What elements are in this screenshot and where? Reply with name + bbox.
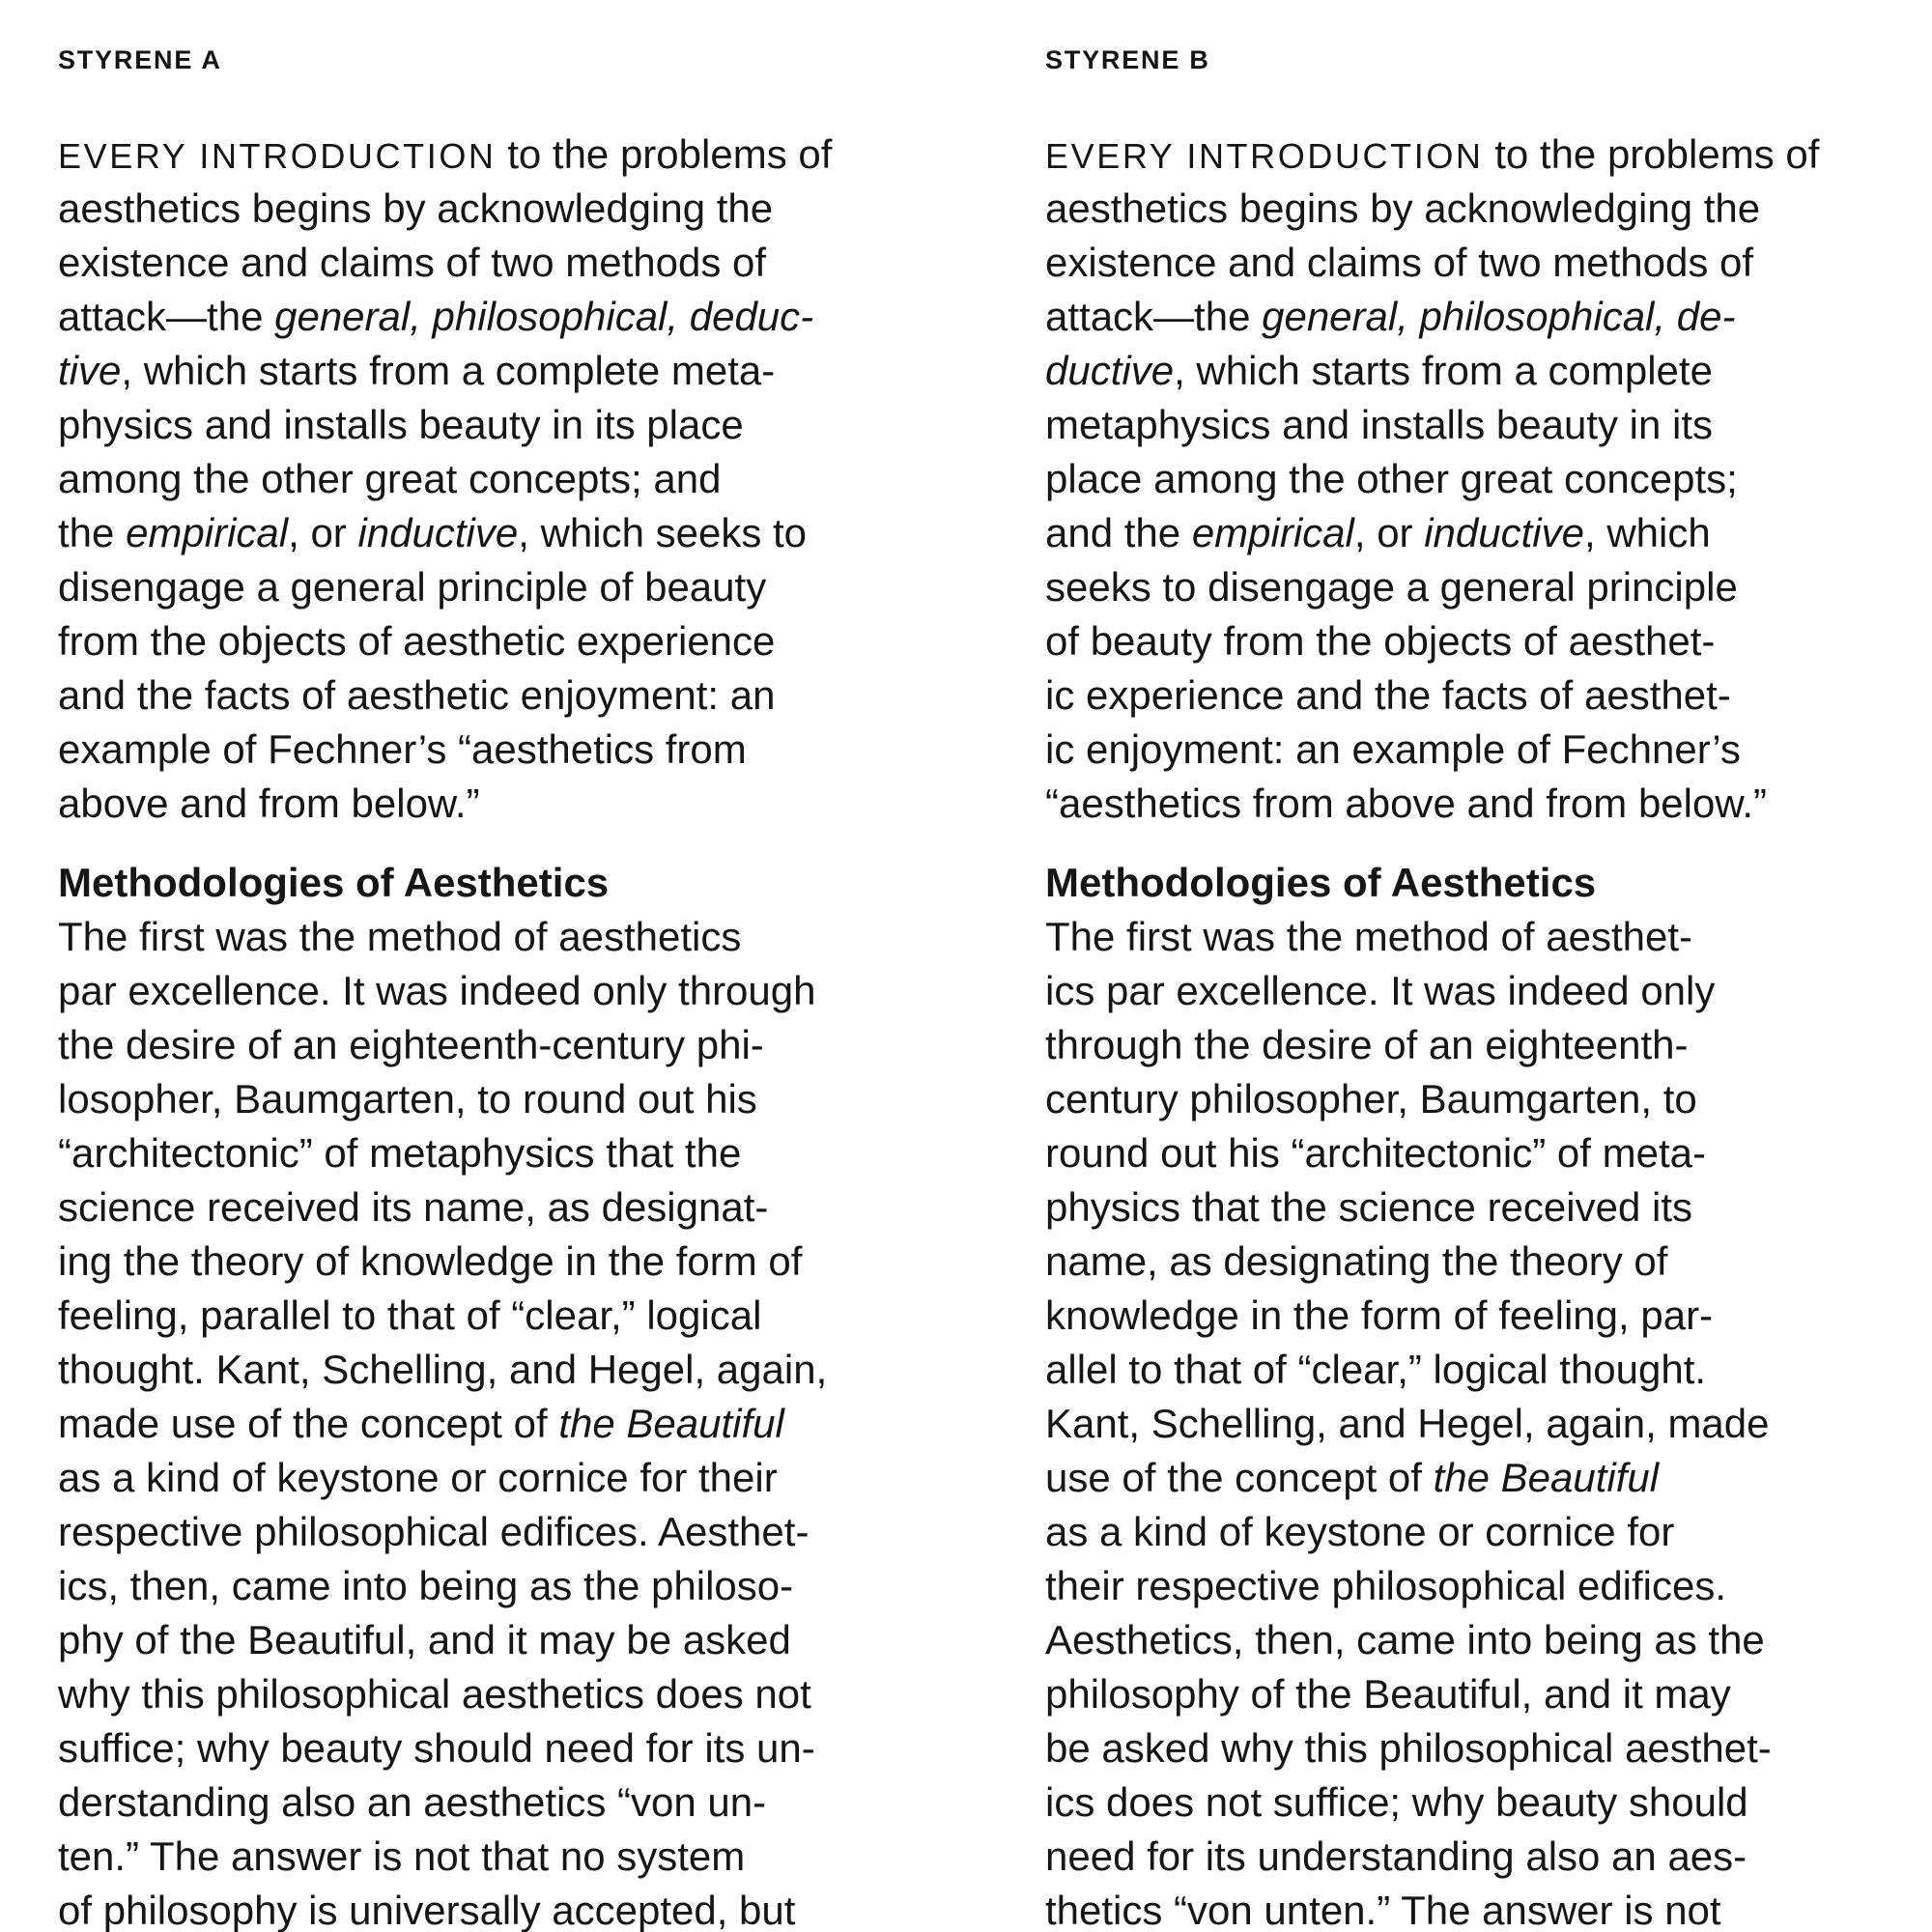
text-line: ten.” The answer is not that no system [58,1833,746,1879]
text-line: through the desire of an eighteenth- [1045,1022,1689,1067]
text-line: philosophy of the Beautiful, and it may [1045,1671,1731,1717]
text-line: knowledge in the form of feeling, par- [1045,1293,1714,1338]
text-line: “architectonic” of metaphysics that the [58,1130,742,1176]
text-line: EVERY INTRODUCTION to the problems of [58,131,833,177]
text-line: ing the theory of knowledge in the form of [58,1238,803,1284]
text-line: The first was the method of aesthet- [1045,914,1692,959]
text-line: science received its name, as designat- [58,1184,769,1230]
text-line: suffice; why beauty should need for its un- [58,1725,815,1771]
text-line: feeling, parallel to that of “clear,” logical [58,1293,762,1338]
text-line: losopher, Baumgarten, to round out his [58,1076,757,1122]
text-line: The first was the method of aesthetics [58,914,742,959]
text-line: and the facts of aesthetic enjoyment: an [58,672,776,718]
text-line: thetics “von unten.” The answer is not [1045,1888,1721,1932]
specimen-column-styrene-a [58,44,990,1932]
text-line: the empirical, or inductive, which seeks to [58,510,808,555]
text-line: from the objects of aesthetic experience [58,618,776,664]
text-line: existence and claims of two methods of [58,240,767,285]
column-a-subheading: Methodologies of Aesthetics [58,860,610,905]
text-line: ics par excellence. It was indeed only [1045,968,1716,1013]
text-line: ics does not suffice; why beauty should [1045,1779,1748,1825]
text-line: derstanding also an aesthetics “von un- [58,1779,767,1825]
text-line: par excellence. It was indeed only through [58,968,816,1013]
text-line: among the other great concepts; and [58,456,722,501]
text-line: seeks to disengage a general principle [1045,564,1738,610]
text-line: ductive, which starts from a complete [1045,348,1713,393]
text-line: why this philosophical aesthetics does not [58,1671,811,1717]
text-line: physics and installs beauty in its place [58,402,744,447]
text-line: aesthetics begins by acknowledging the [58,185,774,231]
text-line: tive, which starts from a complete meta- [58,348,776,393]
text-line: physics that the science received its [1045,1184,1692,1230]
text-line: and the empirical, or inductive, which [1045,510,1711,555]
text-line: round out his “architectonic” of meta- [1045,1130,1706,1176]
text-line: made use of the concept of the Beautiful [58,1401,784,1446]
column-a-paragraph-2 [58,910,990,1932]
text-line: place among the other great concepts; [1045,456,1738,501]
text-line: century philosopher, Baumgarten, to [1045,1076,1697,1122]
text-line: as a kind of keystone or cornice for their [58,1455,778,1500]
text-line: existence and claims of two methods of [1045,240,1754,285]
text-line: be asked why this philosophical aesthet- [1045,1725,1772,1771]
text-line: ic enjoyment: an example of Fechner’s [1045,726,1741,772]
column-a-header: STYRENE A [58,45,222,74]
column-b-paragraph-2 [1045,910,1915,1932]
text-line: their respective philosophical edifices. [1045,1563,1727,1608]
column-a-paragraph-1 [58,128,990,831]
text-line: ics, then, came into being as the philoso- [58,1563,794,1608]
text-line: “aesthetics from above and from below.” [1045,781,1768,826]
text-line: of philosophy is universally accepted, but [58,1888,796,1932]
specimen-column-styrene-b [1045,44,1915,1932]
column-b-paragraph-1 [1045,128,1915,831]
text-line: the desire of an eighteenth-century phi- [58,1022,764,1067]
text-line: need for its understanding also an aes- [1045,1833,1747,1879]
text-line: phy of the Beautiful, and it may be asked [58,1617,791,1662]
text-line: above and from below.” [58,781,480,826]
text-line: allel to that of “clear,” logical thought. [1045,1347,1707,1392]
text-line: ic experience and the facts of aesthet- [1045,672,1731,718]
text-line: name, as designating the theory of [1045,1238,1668,1284]
text-line: thought. Kant, Schelling, and Hegel, again, [58,1347,828,1392]
text-line: EVERY INTRODUCTION to the problems of [1045,131,1820,177]
column-b-header: STYRENE B [1045,45,1210,74]
text-line: use of the concept of the Beautiful [1045,1455,1660,1500]
text-line: of beauty from the objects of aesthet- [1045,618,1716,664]
text-line: example of Fechner’s “aesthetics from [58,726,747,772]
column-b-subheading: Methodologies of Aesthetics [1045,860,1597,905]
text-line: as a kind of keystone or cornice for [1045,1509,1675,1554]
text-line: Kant, Schelling, and Hegel, again, made [1045,1401,1770,1446]
text-line: aesthetics begins by acknowledging the [1045,185,1761,231]
text-line: attack—the general, philosophical, de- [1045,294,1736,339]
text-line: Aesthetics, then, came into being as the [1045,1617,1765,1662]
text-line: disengage a general principle of beauty [58,564,767,610]
text-line: metaphysics and installs beauty in its [1045,402,1714,447]
text-line: respective philosophical edifices. Aesthet- [58,1509,810,1554]
text-line: attack—the general, philosophical, deduc- [58,294,814,339]
